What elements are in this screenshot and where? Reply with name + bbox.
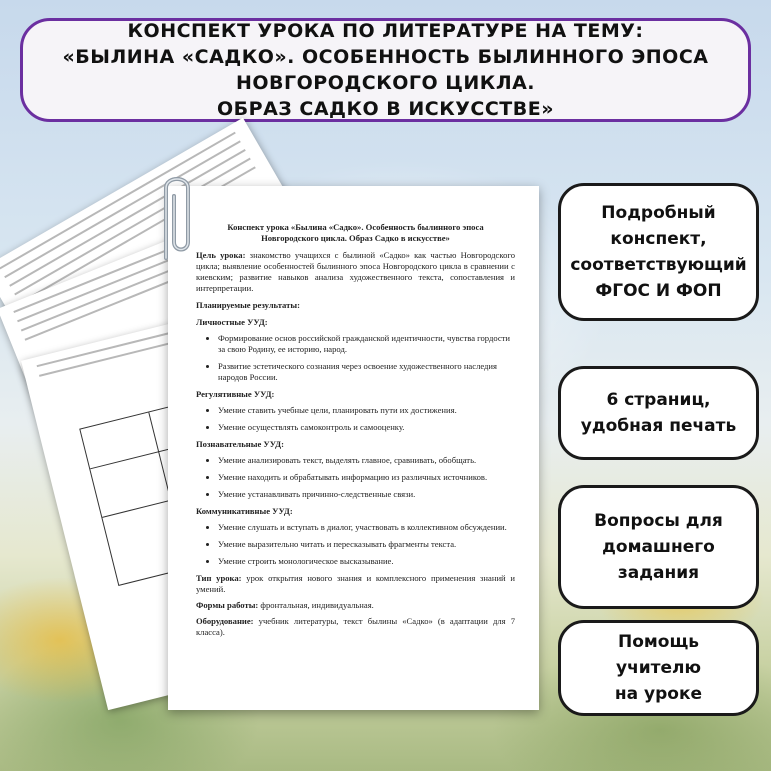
regulatory-list [196, 405, 515, 433]
feature-teacher-help: Помощь учителю на уроке [558, 620, 759, 716]
regulatory-heading: Регулятивные УУД: [196, 389, 275, 399]
list-item: • Умение устанавливать причинно-следственные связи. [218, 489, 515, 500]
list-item: • Умение слушать и вступать в диалог, участвовать в коллективном обсуждении. [218, 522, 515, 533]
work-forms [196, 600, 515, 611]
list-item: • Умение ставить учебные цели, планировать пути их достижения. [218, 405, 515, 416]
list-item: • Умение строить монологическое высказывание. [218, 556, 515, 567]
feature-homework-questions: Вопросы для домашнего задания [558, 485, 759, 609]
cognitive-heading: Познавательные УУД: [196, 439, 284, 449]
document-title: Конспект урока «Былина «Садко». Особенность былинного эпоса Новгородского цикла. Образ Садко в искусстве» [227, 222, 484, 243]
list-item: • Умение осуществлять самоконтроль и самооценку. [218, 422, 515, 433]
lesson-type-label: Тип урока: [196, 573, 242, 583]
forms-label: Формы работы: [196, 600, 259, 610]
list-item: • Развитие эстетического сознания через освоение художественного наследия народов России. [218, 361, 515, 383]
communicative-heading: Коммуникативные УУД: [196, 506, 293, 516]
goal-label: Цель урока: [196, 250, 246, 260]
paperclip-icon [152, 170, 202, 265]
lesson-goal [196, 250, 515, 294]
feature-detailed-plan: Подробный конспект, соответствующий ФГОС И ФОП [558, 183, 759, 321]
title-banner [20, 18, 751, 122]
page-title: КОНСПЕКТ УРОКА ПО ЛИТЕРАТУРЕ НА ТЕМУ: «БЫЛИНА «САДКО». ОСОБЕННОСТЬ БЫЛИННОГО ЭПОСА НОВГОРОДСКОГО ЦИКЛА. ОБРАЗ САДКО В ИСКУССТВЕ» [62, 20, 709, 120]
lesson-type [196, 573, 515, 595]
personal-heading: Личностные УУД: [196, 317, 268, 327]
equipment-text: учебник литературы, текст былины «Садко» (в адаптации для 7 класса). [196, 616, 515, 637]
document-page [168, 186, 539, 710]
planned-results-heading: Планируемые результаты: [196, 300, 300, 310]
list-item: • Умение анализировать текст, выделять главное, сравнивать, обобщать. [218, 455, 515, 466]
goal-text: знакомство учащихся с былиной «Садко» как частью Новгородского цикла; выявление особенностей былинного эпоса Новгородского цикла в сравнении с киевским; развитие навыков анализа художественного текста, сопоставления и интерпретации. [196, 250, 516, 293]
personal-list [196, 333, 515, 383]
equipment-label: Оборудование: [196, 616, 254, 626]
equipment [196, 616, 515, 638]
list-item: • Умение находить и обрабатывать информацию из различных источников. [218, 472, 515, 483]
list-item: • Умение выразительно читать и пересказывать фрагменты текста. [218, 539, 515, 550]
communicative-list [196, 522, 515, 567]
list-item: • Формирование основ российской гражданской идентичности, чувства гордости за свою Родину, ее историю, народ. [218, 333, 515, 355]
feature-six-pages: 6 страниц, удобная печать [558, 366, 759, 460]
forms-text: фронтальная, индивидуальная. [258, 600, 374, 610]
lesson-type-text: урок открытия нового знания и комплексного применения знаний и умений. [196, 573, 515, 594]
cognitive-list [196, 455, 515, 500]
